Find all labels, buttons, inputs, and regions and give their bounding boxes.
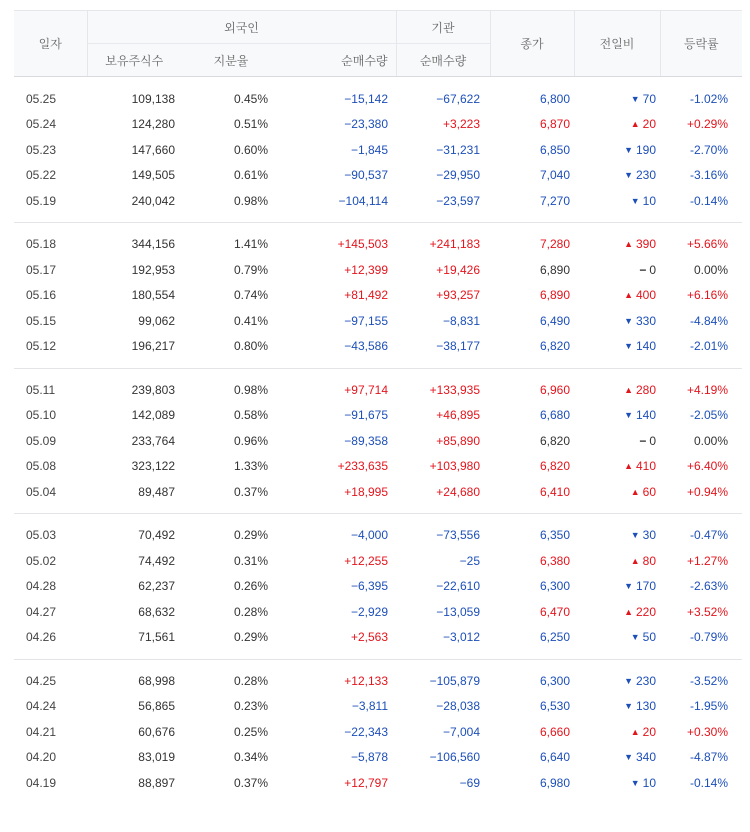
cell-rate: -0.14% — [689, 193, 729, 208]
down-triangle-icon: ▼ — [624, 315, 633, 326]
group-separator — [14, 505, 742, 523]
cell-close: 6,890 — [539, 262, 571, 277]
cell-date: 05.02 — [26, 553, 57, 568]
cell-close: 6,960 — [539, 382, 571, 397]
cell-date: 05.23 — [26, 142, 57, 157]
cell-rate: -4.87% — [689, 750, 729, 765]
cell-ratio: 0.74% — [233, 288, 268, 303]
table-row — [14, 454, 742, 480]
table-row — [14, 308, 742, 334]
table-row — [14, 137, 742, 163]
change-value: 0 — [649, 433, 657, 448]
header-ratio: 지분율 — [181, 44, 281, 77]
group-separator — [14, 77, 742, 87]
cell-ratio: 0.80% — [233, 339, 268, 354]
cell-date: 04.27 — [26, 604, 57, 619]
cell-rate: +4.19% — [686, 382, 729, 397]
cell-date: 05.17 — [26, 262, 57, 277]
cell-rate: -2.63% — [689, 579, 729, 594]
change-value: 50 — [642, 630, 657, 645]
cell-holdings: 89,487 — [138, 484, 175, 499]
cell-close: 7,270 — [539, 193, 571, 208]
cell-rate: +0.30% — [686, 724, 729, 739]
cell-ratio: 0.25% — [233, 724, 268, 739]
dash-icon: − — [639, 262, 647, 277]
cell-inst-net: +19,426 — [436, 262, 481, 277]
cell-foreign-net: −5,878 — [350, 750, 389, 765]
cell-holdings: 60,676 — [138, 724, 175, 739]
up-triangle-icon: ▲ — [624, 239, 633, 250]
table-row — [14, 668, 742, 694]
cell-rate: -2.01% — [689, 339, 729, 354]
cell-date: 04.28 — [26, 579, 57, 594]
separator-line — [14, 659, 742, 660]
cell-inst-net: −106,560 — [429, 750, 481, 765]
change-value: 20 — [642, 117, 657, 132]
table-row — [14, 403, 742, 429]
cell-foreign-net: −6,395 — [350, 579, 389, 594]
investor-trend-table-container — [14, 0, 742, 796]
table-row — [14, 523, 742, 549]
cell-rate: +0.29% — [686, 117, 729, 132]
cell-holdings: 70,492 — [138, 528, 175, 543]
cell-inst-net: −105,879 — [429, 673, 481, 688]
header-holdings: 보유주식수 — [87, 44, 181, 77]
cell-foreign-net: −90,537 — [344, 168, 389, 183]
down-triangle-icon: ▼ — [624, 341, 633, 352]
cell-date: 04.25 — [26, 673, 57, 688]
cell-close: 6,980 — [539, 775, 571, 790]
down-triangle-icon: ▼ — [624, 581, 633, 592]
cell-inst-net: −31,231 — [436, 142, 481, 157]
cell-close: 6,890 — [539, 288, 571, 303]
cell-foreign-net: −104,114 — [338, 193, 389, 208]
cell-ratio: 0.45% — [233, 91, 268, 106]
up-triangle-icon: ▲ — [630, 726, 640, 737]
change-value: 390 — [635, 237, 657, 252]
cell-ratio: 0.34% — [233, 750, 268, 765]
cell-foreign-net: +12,797 — [344, 775, 389, 790]
cell-ratio: 0.28% — [233, 673, 268, 688]
up-triangle-icon: ▲ — [624, 461, 633, 472]
cell-date: 05.25 — [26, 91, 57, 106]
table-row — [14, 479, 742, 505]
cell-close: 6,820 — [539, 339, 571, 354]
up-triangle-icon: ▲ — [630, 119, 640, 130]
cell-inst-net: +85,890 — [436, 433, 481, 448]
cell-ratio: 0.58% — [233, 408, 268, 423]
change-value: 170 — [635, 579, 657, 594]
up-triangle-icon: ▲ — [630, 486, 640, 497]
cell-foreign-net: −97,155 — [344, 313, 389, 328]
cell-holdings: 68,998 — [138, 673, 175, 688]
cell-rate: +6.16% — [686, 288, 729, 303]
cell-foreign-net: −23,380 — [344, 117, 389, 132]
cell-close: 6,250 — [539, 630, 571, 645]
cell-inst-net: −38,177 — [436, 339, 481, 354]
cell-change — [574, 599, 660, 625]
cell-change — [574, 625, 660, 651]
cell-inst-net: +46,895 — [436, 408, 481, 423]
cell-rate: +3.52% — [686, 604, 729, 619]
table-row — [14, 257, 742, 283]
change-value: 190 — [635, 142, 657, 157]
cell-date: 05.18 — [26, 237, 57, 252]
table-row — [14, 86, 742, 112]
cell-holdings: 74,492 — [138, 553, 175, 568]
cell-ratio: 0.79% — [233, 262, 268, 277]
cell-rate: -3.52% — [689, 673, 729, 688]
cell-date: 04.26 — [26, 630, 57, 645]
cell-inst-net: +241,183 — [429, 237, 481, 252]
header-close: 종가 — [490, 11, 574, 77]
header-date: 일자 — [14, 11, 87, 77]
change-value: 140 — [635, 339, 657, 354]
cell-holdings: 344,156 — [131, 237, 175, 252]
table-row — [14, 188, 742, 214]
cell-date: 05.12 — [26, 339, 57, 354]
table-row — [14, 377, 742, 403]
change-value: 400 — [635, 288, 657, 303]
cell-inst-net: +93,257 — [436, 288, 481, 303]
cell-foreign-net: +145,503 — [337, 237, 389, 252]
cell-ratio: 0.41% — [233, 313, 268, 328]
cell-holdings: 239,803 — [131, 382, 175, 397]
cell-holdings: 233,764 — [131, 433, 175, 448]
cell-date: 05.16 — [26, 288, 57, 303]
cell-ratio: 0.61% — [233, 168, 268, 183]
cell-foreign-net: +233,635 — [337, 459, 389, 474]
cell-date: 05.10 — [26, 408, 57, 423]
cell-ratio: 0.26% — [233, 579, 268, 594]
cell-date: 05.11 — [26, 382, 56, 397]
cell-date: 05.04 — [26, 484, 57, 499]
cell-holdings: 124,280 — [131, 117, 175, 132]
cell-inst-net: −73,556 — [436, 528, 481, 543]
table-row — [14, 770, 742, 796]
cell-change — [574, 719, 660, 745]
change-value: 130 — [635, 699, 657, 714]
cell-holdings: 71,561 — [138, 630, 175, 645]
cell-change — [574, 308, 660, 334]
cell-close: 7,280 — [539, 237, 571, 252]
cell-change — [574, 377, 660, 403]
cell-foreign-net: +81,492 — [344, 288, 389, 303]
investor-trend-table — [14, 10, 742, 796]
cell-inst-net: −28,038 — [436, 699, 481, 714]
up-triangle-icon: ▲ — [624, 606, 633, 617]
table-row — [14, 599, 742, 625]
change-value: 330 — [635, 313, 657, 328]
up-triangle-icon: ▲ — [630, 555, 640, 566]
change-value: 280 — [635, 382, 657, 397]
cell-close: 7,040 — [539, 168, 571, 183]
table-row — [14, 719, 742, 745]
cell-ratio: 1.33% — [233, 459, 268, 474]
cell-holdings: 56,865 — [138, 699, 175, 714]
cell-change — [574, 548, 660, 574]
cell-inst-net: −8,831 — [442, 313, 481, 328]
cell-change — [574, 770, 660, 796]
down-triangle-icon: ▼ — [624, 675, 633, 686]
cell-rate: -2.05% — [689, 408, 729, 423]
cell-rate: +1.27% — [686, 553, 729, 568]
change-value: 10 — [642, 775, 657, 790]
cell-foreign-net: +2,563 — [350, 630, 389, 645]
cell-inst-net: −3,012 — [442, 630, 481, 645]
table-row — [14, 574, 742, 600]
cell-inst-net: −23,597 — [436, 193, 481, 208]
cell-foreign-net: −22,343 — [344, 724, 389, 739]
cell-foreign-net: −43,586 — [344, 339, 389, 354]
cell-change — [574, 479, 660, 505]
cell-change — [574, 454, 660, 480]
cell-holdings: 323,122 — [131, 459, 175, 474]
cell-foreign-net: −4,000 — [350, 528, 389, 543]
separator-line — [14, 222, 742, 223]
cell-change — [574, 257, 660, 283]
cell-change — [574, 188, 660, 214]
cell-close: 6,530 — [539, 699, 571, 714]
change-value: 20 — [642, 724, 657, 739]
change-value: 10 — [642, 193, 657, 208]
cell-date: 04.21 — [26, 724, 57, 739]
header-change: 전일비 — [574, 11, 660, 77]
cell-foreign-net: +97,714 — [344, 382, 389, 397]
cell-close: 6,800 — [539, 91, 571, 106]
cell-inst-net: −25 — [459, 553, 481, 568]
table-row — [14, 163, 742, 189]
cell-inst-net: +133,935 — [429, 382, 481, 397]
up-triangle-icon: ▲ — [624, 384, 633, 395]
cell-inst-net: −22,610 — [436, 579, 481, 594]
change-value: 230 — [635, 673, 657, 688]
table-row — [14, 283, 742, 309]
cell-rate: -0.14% — [689, 775, 729, 790]
change-value: 220 — [635, 604, 657, 619]
cell-ratio: 1.41% — [233, 237, 268, 252]
cell-change — [574, 86, 660, 112]
cell-ratio: 0.28% — [233, 604, 268, 619]
cell-holdings: 180,554 — [131, 288, 175, 303]
group-separator — [14, 359, 742, 377]
cell-change — [574, 112, 660, 138]
table-row — [14, 625, 742, 651]
cell-rate: -1.02% — [689, 91, 729, 106]
cell-ratio: 0.31% — [233, 553, 268, 568]
cell-change — [574, 574, 660, 600]
cell-close: 6,820 — [539, 459, 571, 474]
down-triangle-icon: ▼ — [630, 93, 640, 104]
cell-ratio: 0.60% — [233, 142, 268, 157]
cell-foreign-net: −1,845 — [350, 142, 389, 157]
cell-holdings: 62,237 — [138, 579, 175, 594]
cell-ratio: 0.51% — [233, 117, 268, 132]
down-triangle-icon: ▼ — [630, 195, 640, 206]
header-foreign-net: 순매수량 — [281, 44, 396, 77]
cell-close: 6,680 — [539, 408, 571, 423]
cell-ratio: 0.96% — [233, 433, 268, 448]
cell-ratio: 0.37% — [233, 484, 268, 499]
group-separator — [14, 214, 742, 232]
cell-rate: -2.70% — [689, 142, 729, 157]
cell-foreign-net: +12,255 — [344, 553, 389, 568]
cell-change — [574, 283, 660, 309]
cell-rate: -0.79% — [689, 630, 729, 645]
table-row — [14, 112, 742, 138]
header-institution: 기관 — [396, 11, 490, 44]
cell-rate: -3.16% — [689, 168, 729, 183]
cell-ratio: 0.37% — [233, 775, 268, 790]
change-value: 340 — [635, 750, 657, 765]
cell-foreign-net: −89,358 — [344, 433, 389, 448]
cell-change — [574, 428, 660, 454]
down-triangle-icon: ▼ — [624, 752, 633, 763]
cell-foreign-net: +18,995 — [344, 484, 389, 499]
group-separator — [14, 650, 742, 668]
cell-change — [574, 403, 660, 429]
cell-inst-net: −67,622 — [436, 91, 481, 106]
change-value: 30 — [642, 528, 657, 543]
cell-ratio: 0.23% — [233, 699, 268, 714]
dash-icon: − — [639, 433, 647, 448]
down-triangle-icon: ▼ — [624, 144, 633, 155]
cell-rate: 0.00% — [693, 433, 729, 448]
cell-foreign-net: −2,929 — [350, 604, 389, 619]
cell-change — [574, 523, 660, 549]
cell-rate: -1.95% — [689, 699, 729, 714]
cell-foreign-net: −3,811 — [351, 699, 389, 714]
cell-change — [574, 745, 660, 771]
cell-inst-net: −69 — [459, 775, 481, 790]
cell-inst-net: +3,223 — [442, 117, 481, 132]
cell-holdings: 142,089 — [131, 408, 175, 423]
cell-date: 05.19 — [26, 193, 57, 208]
cell-inst-net: −13,059 — [436, 604, 481, 619]
cell-foreign-net: +12,399 — [344, 262, 389, 277]
cell-close: 6,490 — [539, 313, 571, 328]
cell-holdings: 83,019 — [138, 750, 175, 765]
change-value: 70 — [642, 91, 657, 106]
cell-ratio: 0.98% — [233, 382, 268, 397]
cell-close: 6,350 — [539, 528, 571, 543]
cell-change — [574, 232, 660, 258]
change-value: 80 — [642, 553, 657, 568]
cell-ratio: 0.29% — [233, 528, 268, 543]
table-row — [14, 334, 742, 360]
change-value: 230 — [635, 168, 657, 183]
cell-rate: -0.47% — [689, 528, 729, 543]
cell-date: 04.24 — [26, 699, 57, 714]
cell-date: 05.22 — [26, 168, 57, 183]
cell-date: 05.09 — [26, 433, 57, 448]
cell-inst-net: +103,980 — [429, 459, 481, 474]
table-row — [14, 232, 742, 258]
cell-foreign-net: +12,133 — [344, 673, 389, 688]
change-value: 0 — [649, 262, 657, 277]
cell-holdings: 149,505 — [131, 168, 175, 183]
table-body — [14, 77, 742, 796]
cell-holdings: 147,660 — [131, 142, 175, 157]
down-triangle-icon: ▼ — [624, 701, 633, 712]
cell-date: 04.19 — [26, 775, 57, 790]
header-inst-net: 순매수량 — [396, 44, 490, 77]
cell-ratio: 0.29% — [233, 630, 268, 645]
cell-foreign-net: −15,142 — [344, 91, 389, 106]
cell-inst-net: +24,680 — [436, 484, 481, 499]
cell-inst-net: −7,004 — [442, 724, 481, 739]
cell-rate: +0.94% — [686, 484, 729, 499]
cell-inst-net: −29,950 — [436, 168, 481, 183]
cell-holdings: 88,897 — [138, 775, 175, 790]
cell-close: 6,870 — [539, 117, 571, 132]
table-row — [14, 694, 742, 720]
separator-line — [14, 368, 742, 369]
cell-date: 05.03 — [26, 528, 57, 543]
down-triangle-icon: ▼ — [624, 410, 633, 421]
cell-rate: -4.84% — [689, 313, 729, 328]
cell-holdings: 109,138 — [131, 91, 175, 106]
cell-date: 04.20 — [26, 750, 57, 765]
change-value: 60 — [642, 484, 657, 499]
cell-holdings: 240,042 — [131, 193, 175, 208]
cell-holdings: 196,217 — [131, 339, 175, 354]
header-foreign: 외국인 — [87, 11, 396, 44]
cell-close: 6,470 — [539, 604, 571, 619]
cell-close: 6,380 — [539, 553, 571, 568]
change-value: 410 — [635, 459, 657, 474]
cell-close: 6,640 — [539, 750, 571, 765]
cell-rate: 0.00% — [693, 262, 729, 277]
cell-rate: +5.66% — [686, 237, 729, 252]
cell-change — [574, 668, 660, 694]
header-rate: 등락률 — [660, 11, 742, 77]
cell-change — [574, 163, 660, 189]
table-row — [14, 428, 742, 454]
cell-date: 05.24 — [26, 117, 57, 132]
down-triangle-icon: ▼ — [630, 632, 640, 643]
cell-change — [574, 334, 660, 360]
table-row — [14, 548, 742, 574]
cell-close: 6,300 — [539, 579, 571, 594]
cell-change — [574, 137, 660, 163]
up-triangle-icon: ▲ — [624, 290, 633, 301]
cell-holdings: 68,632 — [138, 604, 175, 619]
cell-rate: +6.40% — [686, 459, 729, 474]
cell-foreign-net: −91,675 — [344, 408, 389, 423]
cell-date: 05.15 — [26, 313, 57, 328]
cell-date: 05.08 — [26, 459, 57, 474]
separator-line — [14, 513, 742, 514]
cell-close: 6,660 — [539, 724, 571, 739]
cell-ratio: 0.98% — [233, 193, 268, 208]
cell-change — [574, 694, 660, 720]
down-triangle-icon: ▼ — [630, 530, 640, 541]
cell-close: 6,410 — [539, 484, 571, 499]
down-triangle-icon: ▼ — [630, 777, 640, 788]
down-triangle-icon: ▼ — [624, 170, 633, 181]
cell-holdings: 99,062 — [138, 313, 175, 328]
cell-close: 6,850 — [539, 142, 571, 157]
cell-holdings: 192,953 — [131, 262, 175, 277]
table-row — [14, 745, 742, 771]
cell-close: 6,300 — [539, 673, 571, 688]
cell-close: 6,820 — [539, 433, 571, 448]
change-value: 140 — [635, 408, 657, 423]
